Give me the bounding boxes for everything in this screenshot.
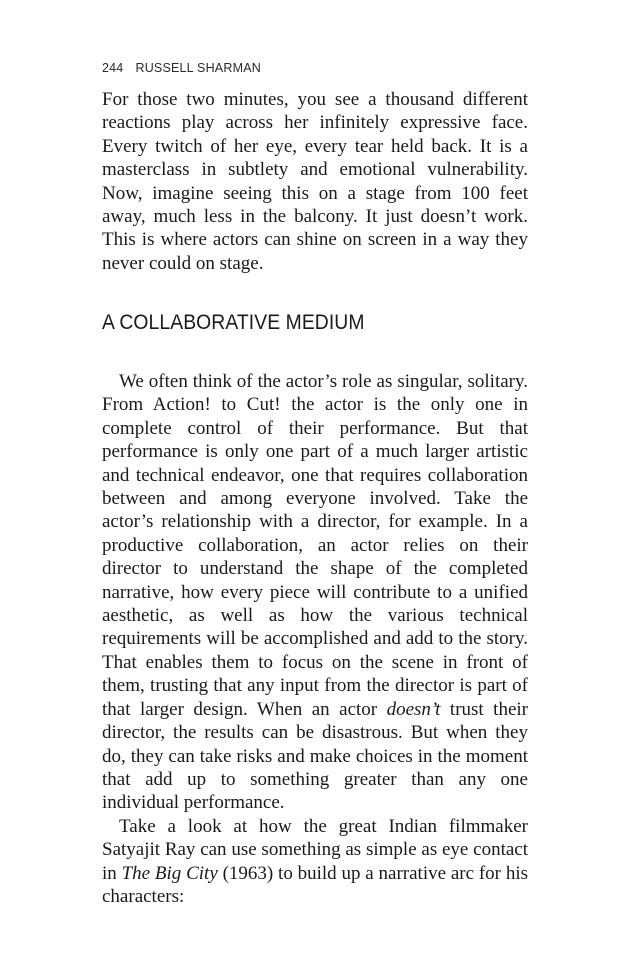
page-number: 244 (102, 61, 124, 75)
paragraph-continued: For those two minutes, you see a thousand different reactions play across her infinitely expressive face. Every twitch of her eye, every tear held back. It is a masterclass in subtlety and emotional vulnerability. Now, imagine seeing this on a stage from 100 feet away, much less in the balcony. It just doesn’t work. This is where actors can shine on screen in a way they never could on stage. (102, 89, 528, 274)
italic-emphasis: doesn’t (386, 698, 441, 720)
running-head (102, 61, 261, 75)
paragraph-text: We often think of the actor’s role as singular, solitary. From Action! to Cut! the actor is the only one in complete control of their performance. But that performance is only one part of a much larger artistic and technical endeavor, one that requires collaboration between and among everyone involved. Take the actor’s relationship with a director, for example. In a productive collaboration, an actor relies on their director to understand the shape of the completed narrative, how every piece will contribute to a unified aesthetic, as well as how the various technical requirements will be accomplished and add to the story. That enables them to focus on the scene in front of them, trusting that any input from the director is part of that larger design. When an actor (102, 371, 528, 720)
paragraph-text: Take a look at how the great Indian filmmaker Satyajit Ray can use something as simple as eye contact in (102, 815, 528, 884)
running-head-author: RUSSELL SHARMAN (135, 61, 261, 75)
film-title: The Big City (121, 862, 218, 884)
section-heading: A COLLABORATIVE MEDIUM (102, 311, 365, 334)
opening-text-block (102, 88, 528, 275)
paragraph-satyajit-ray (102, 815, 528, 909)
paragraph-text: trust their director, the results can be disastrous. But when they do, they can take risks and make choices in the moment that add up to something greater than any one individual performance. (102, 698, 528, 814)
paragraph-text: (1963) to build up a narrative arc for his characters: (102, 862, 528, 907)
paragraph-collaboration (102, 370, 528, 815)
section-text-block (102, 370, 528, 908)
